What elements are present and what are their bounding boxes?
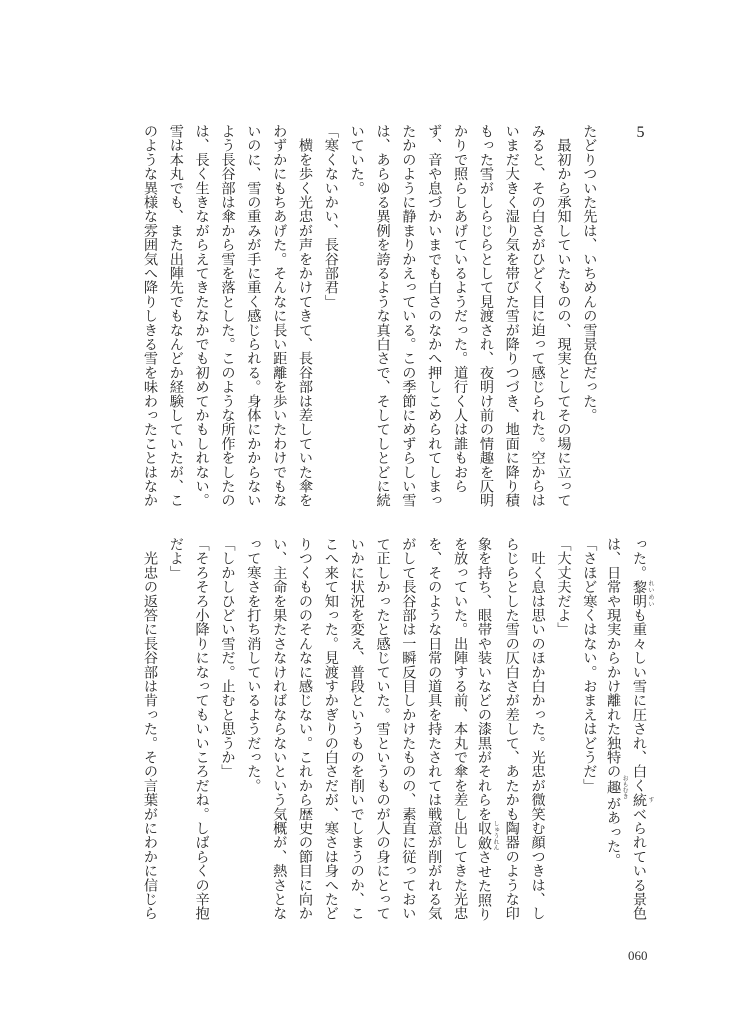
ruby-reading: しゅうれん bbox=[491, 820, 498, 851]
text-segment: わずかにもちあげた。そんなに長い距離を歩いたわけでもな bbox=[271, 124, 288, 508]
text-segment: 「さほど寒くはない。おまえはどうだ」 bbox=[581, 537, 598, 793]
text-segment: も重々しい雪に圧され、白く bbox=[631, 608, 647, 793]
text-segment: たどりついた先は、いちめんの雪景色だった。 bbox=[581, 124, 598, 423]
page-number: 060 bbox=[628, 948, 648, 963]
text-segment: は、長く生きながらえてきたなかでも初めてかもしれない。 bbox=[193, 124, 210, 508]
text-line bbox=[343, 537, 369, 927]
text-segment: いまだ大きく湿り気を帯びた雪が降りつづき、地面に降り積 bbox=[503, 124, 520, 508]
ruby-reading: おもむき bbox=[621, 775, 628, 800]
ruby-word bbox=[631, 579, 653, 609]
text-segment: 「そろそろ小降りになってもいいころだね。しばらくの辛抱 bbox=[193, 537, 210, 921]
text-line bbox=[317, 537, 343, 927]
text-line bbox=[240, 537, 266, 927]
text-line bbox=[446, 537, 472, 927]
text-segment: 「寒くないかい、長谷部君」 bbox=[322, 124, 339, 309]
blank-column bbox=[601, 124, 627, 514]
text-segment: させた照り bbox=[475, 850, 492, 922]
text-line bbox=[188, 537, 214, 927]
text-segment: よう長谷部は傘から雪を落とした。このような所作をしたの bbox=[219, 124, 236, 508]
ruby-word bbox=[475, 820, 498, 851]
text-line bbox=[343, 124, 369, 514]
text-line bbox=[136, 124, 162, 514]
ruby-reading: れいめい bbox=[647, 579, 653, 609]
ruby-word bbox=[605, 775, 628, 800]
text-segment: ず、音や息づかいまでも白さのなかへ押しこめられてしまっ bbox=[426, 124, 443, 508]
text-segment: って寒さを打ち消しているようだった。 bbox=[245, 537, 262, 793]
text-line bbox=[627, 537, 653, 927]
text-line bbox=[265, 537, 291, 927]
text-line bbox=[369, 537, 395, 927]
text-line bbox=[498, 537, 524, 927]
text-segment: べられている景色 bbox=[631, 806, 647, 921]
text-segment: 最初から承知していたものの、現実としてその場に立って bbox=[555, 124, 572, 508]
ruby-base: 収斂 bbox=[475, 820, 492, 851]
text-segment: こへ来て知った。見渡すかぎりの白さだが、寒さは身へたど bbox=[322, 537, 339, 921]
text-segment: は、あらゆる異例を誇るような真白さで、そしてしとどに続 bbox=[374, 124, 391, 508]
text-segment: 「大丈夫だよ」 bbox=[555, 537, 572, 637]
text-segment: いていた。 bbox=[348, 124, 365, 195]
text-line bbox=[420, 124, 446, 514]
text-line bbox=[162, 124, 188, 514]
text-line bbox=[291, 124, 317, 514]
text-segment: った。 bbox=[631, 537, 647, 580]
text-segment: を放っていた。出陣する前、本丸で傘を差し出してきた光忠 bbox=[452, 537, 469, 921]
text-line bbox=[369, 124, 395, 514]
text-line bbox=[601, 537, 627, 927]
text-segment: 光忠の返答に長谷部は肯った。その言葉がにわかに信じら bbox=[141, 537, 158, 921]
ruby-reading: す bbox=[647, 792, 653, 807]
ruby-base: 黎明 bbox=[631, 579, 647, 609]
text-segment: いかに状況を変え、普段というものを削いでしまうのか、こ bbox=[348, 537, 365, 921]
text-line bbox=[188, 124, 214, 514]
text-segment: 象を持ち、眼帯や装いなどの漆黒がそれらを bbox=[475, 537, 492, 821]
text-line bbox=[162, 537, 188, 927]
text-line bbox=[395, 124, 421, 514]
text-line bbox=[575, 124, 601, 514]
text-segment: がして長谷部は一瞬反目しかけたものの、素直に従っておい bbox=[400, 537, 417, 921]
text-segment: 横を歩く光忠が声をかけてきて、長谷部は差していた傘を bbox=[297, 124, 314, 508]
text-line bbox=[498, 124, 524, 514]
text-segment: 吐く息は思いのほか白かった。光忠が微笑む顔つきは、し bbox=[529, 537, 546, 921]
text-segment: いのに、雪の重みが手に重く感じられる。身体にかからない bbox=[245, 124, 262, 508]
text-segment: て正しかったと感じていた。雪というものが人の身にとって bbox=[374, 537, 391, 921]
text-segment: い、主命を果たさなければならないという気概が、熱さとな bbox=[271, 537, 288, 921]
text-segment: らじらとした雪の仄白さが差して、あたかも陶器のような印 bbox=[503, 537, 520, 921]
text-line bbox=[575, 537, 601, 927]
text-segment: みると、その白さがひどく目に迫って感じられた。空からは bbox=[529, 124, 546, 508]
text-line bbox=[395, 537, 421, 927]
text-segment: を、そのような日常の道具を持たされては戦意が削がれる気 bbox=[426, 537, 443, 921]
text-line bbox=[472, 537, 498, 927]
ruby-base: 統 bbox=[631, 792, 647, 807]
text-line bbox=[550, 124, 576, 514]
chapter-number: 5 bbox=[632, 124, 649, 141]
upper-text-block bbox=[136, 124, 653, 514]
text-segment: かりで照らしあげているようだった。道行く人は誰もおら bbox=[452, 124, 469, 494]
text-line bbox=[317, 124, 343, 514]
text-line bbox=[291, 537, 317, 927]
lower-text-block bbox=[136, 537, 653, 927]
text-line bbox=[550, 537, 576, 927]
text-line bbox=[472, 124, 498, 514]
text-line bbox=[524, 124, 550, 514]
text-line bbox=[240, 124, 266, 514]
text-line bbox=[524, 537, 550, 927]
text-line bbox=[265, 124, 291, 514]
text-segment: もった雪がしらじらとして見渡され、夜明け前の情趣を仄明 bbox=[477, 124, 494, 508]
text-line bbox=[214, 124, 240, 514]
text-segment: 「しかしひどい雪だ。止むと思うか」 bbox=[219, 537, 236, 779]
text-segment: りつくもののそんなに感じない。これから歴史の節目に向か bbox=[297, 537, 314, 921]
text-segment: 雪は本丸でも、また出陣先でもなんどか経験していたが、こ bbox=[167, 124, 184, 508]
text-segment: だよ」 bbox=[167, 537, 184, 580]
text-line bbox=[420, 537, 446, 927]
text-segment: たかのように静まりかえっている。この季節にめずらしい雪 bbox=[400, 124, 417, 508]
text-segment: は、日常や現実からかけ離れた独特の bbox=[605, 537, 622, 779]
ruby-base: 趣 bbox=[605, 775, 622, 800]
text-segment: があった。 bbox=[605, 796, 622, 868]
text-line bbox=[446, 124, 472, 514]
text-line bbox=[136, 537, 162, 927]
text-segment: のような異様な雰囲気へ降りしきる雪を味わったことはなか bbox=[141, 124, 158, 508]
text-line bbox=[214, 537, 240, 927]
ruby-word bbox=[631, 792, 653, 807]
